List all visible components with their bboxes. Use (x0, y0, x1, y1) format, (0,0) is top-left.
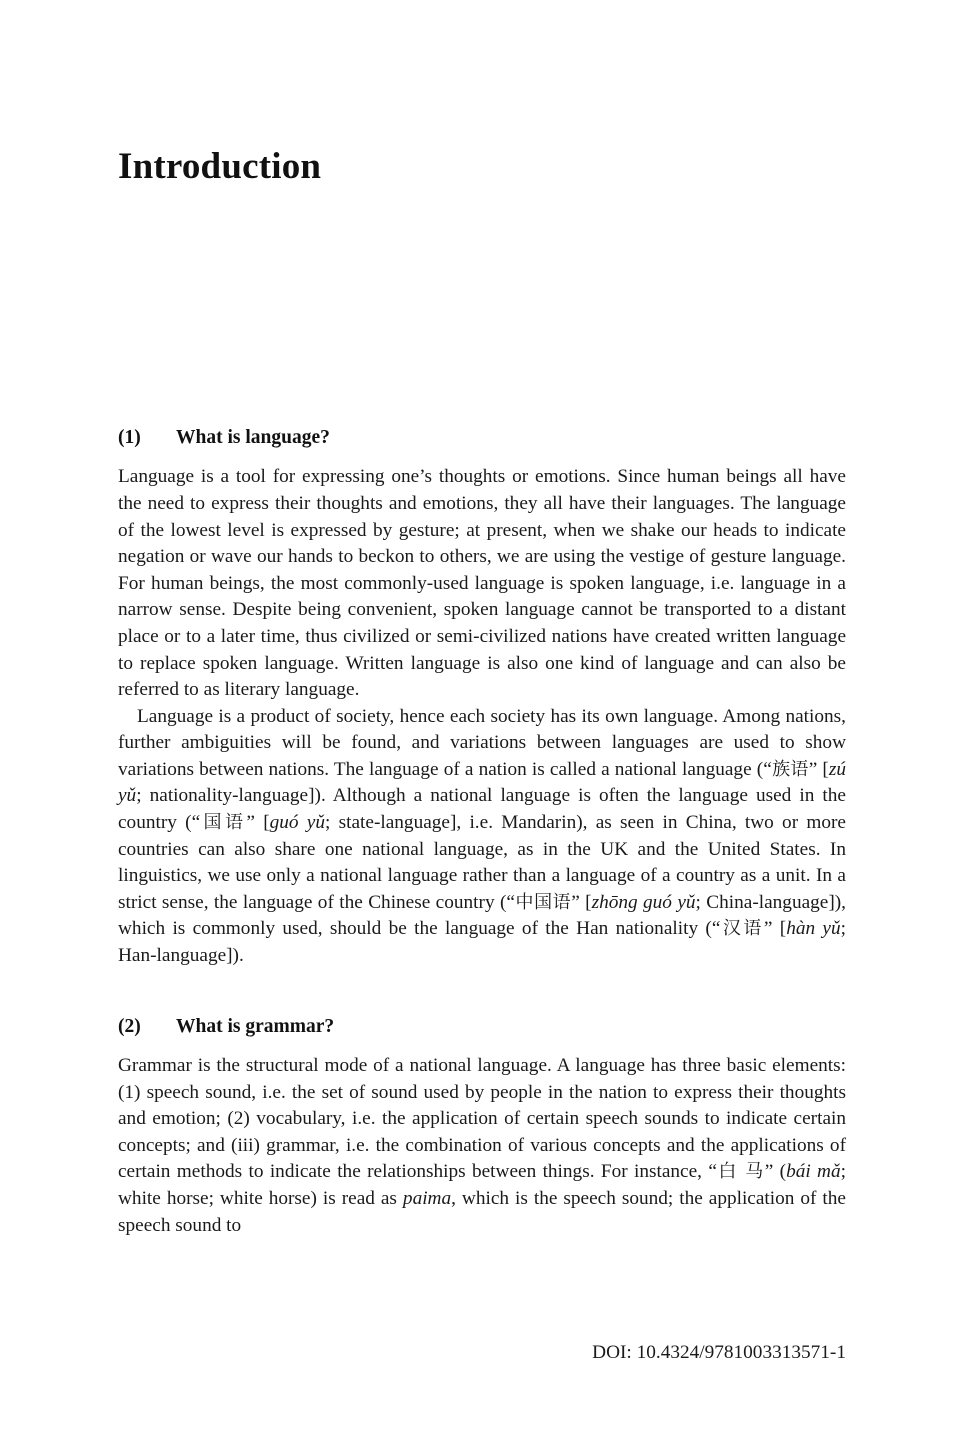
chinese-term-guoyu: 国语 (200, 812, 247, 834)
p3-segment-a: Grammar is the structural mode of a national language. A language has three basic elements: (1) speech sound, i.e. the set of sound used by people in the nation to express their thoughts and emotion; (2) vocabulary, i.e. the application of certain speech sounds to indicate certain concepts; and (iii) grammar, i.e. the combination of various concepts and the applications of certain methods to indicate the relationships between things. For instance, “ (118, 1054, 846, 1183)
pinyin-hanyu: hàn yǔ (786, 918, 841, 940)
body-content (118, 425, 846, 1239)
page-title: Introduction (118, 145, 322, 187)
p3-segment-d: , which is the speech sound; the application of the speech sound to (118, 1187, 846, 1236)
footer-doi: DOI: 10.4324/9781003313571-1 (592, 1342, 846, 1363)
section-heading-2 (118, 1014, 846, 1039)
p2-segment-c: ; nationality-language]). Although a national language is often the language used in the country (“ (118, 785, 846, 834)
paragraph-text: Language is a tool for expressing one’s thoughts or emotions. Since human beings all have the need to express their thoughts and emotions, they all have their languages. The language of the lowest level is expressed by gesture; at present, when we shake our heads to indicate negation or wave our hands to beckon to others, we are using the vestige of gesture language. For human beings, the most commonly-used language is spoken language, i.e. language in a narrow sense. Despite being convenient, spoken language cannot be transported to a distant place or to a later time, thus civilized or semi-civilized nations have created written language to replace spoken language. Written language is also one kind of language and can also be referred to as literary language. (118, 466, 846, 701)
chinese-term-zhongguoyu: 中国语 (514, 891, 572, 913)
chinese-term-zuyu: 族语 (771, 758, 809, 780)
pinyin-paima: paima (402, 1187, 452, 1209)
paragraph-language-definition (118, 464, 846, 703)
p2-segment-b: ” [ (808, 758, 829, 780)
pinyin-zuyu: zú yǔ (118, 758, 846, 807)
paragraph-grammar-definition (118, 1053, 846, 1239)
pinyin-guoyu: guó yǔ (269, 812, 326, 834)
pinyin-baima: bái mǎ (786, 1161, 841, 1183)
p2-segment-g: ; China-language]), which is commonly used, should be the language of the Han nationality (“ (118, 891, 847, 940)
p2-segment-d: ” [ (246, 812, 270, 834)
p3-segment-b: ” ( (764, 1161, 787, 1183)
p2-segment-a: Language is a product of society, hence each society has its own language. Among nations, further ambiguities will be found, and variations between languages are used to show variations between nations. The language of a nation is called a national language (“ (118, 705, 846, 780)
paragraph-national-language (118, 704, 846, 970)
chinese-term-hanyu: 汉语 (720, 918, 764, 940)
section-number-2: (2) (118, 1015, 141, 1037)
section-heading-1 (118, 425, 846, 450)
p2-segment-i: ; Han-language]). (118, 918, 846, 967)
p3-segment-c: ; white horse; white horse) is read as (118, 1161, 846, 1209)
p2-segment-e: ; state-language], i.e. Mandarin), as seen in China, two or more countries can also share one national language, as in the UK and the United States. In linguistics, we use only a national language rather than a language of a country as a unit. In a strict sense, the language of the Chinese country (“ (118, 812, 846, 913)
p2-segment-h: ” [ (763, 918, 787, 940)
chinese-term-baima: 白 马 (716, 1161, 765, 1183)
section-title-1: What is language? (176, 427, 330, 448)
p2-segment-f: ” [ (571, 891, 592, 913)
pinyin-zhongguoyu: zhōng guó yǔ (591, 891, 696, 913)
section-number-1: (1) (118, 427, 141, 448)
section-title-2: What is grammar? (176, 1015, 335, 1037)
